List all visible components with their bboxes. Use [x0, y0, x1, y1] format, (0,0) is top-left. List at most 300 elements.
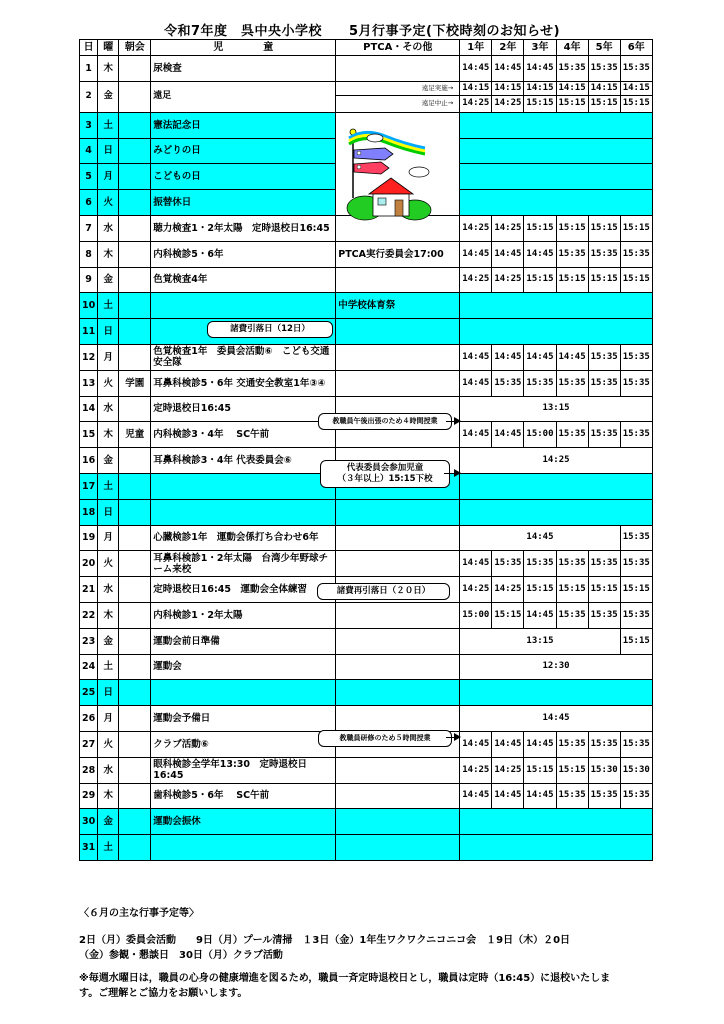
day-cell: 28 — [80, 757, 98, 783]
ptca-cell — [336, 809, 460, 835]
dismissal-time-cell: 14:25 — [492, 267, 524, 293]
dismissal-time-cell: 14:15 — [588, 81, 620, 95]
header-grade-6: 6年 — [620, 40, 652, 56]
table-row — [80, 680, 653, 706]
event-cell: 運動会 — [151, 654, 336, 680]
dismissal-time-cell: 15:35 — [492, 551, 524, 577]
dismissal-time-cell — [460, 680, 653, 706]
dismissal-time-cell: 14:25 — [460, 757, 492, 783]
dismissal-time-cell: 15:15 — [588, 577, 620, 603]
assembly-cell — [119, 628, 151, 654]
day-cell: 9 — [80, 267, 98, 293]
koinobori-house-illustration — [345, 128, 435, 223]
dismissal-time-cell: 15:35 — [556, 56, 588, 82]
assembly-cell — [119, 602, 151, 628]
day-cell: 1 — [80, 56, 98, 82]
callout-line2: （３年以上）15:15下校 — [337, 474, 433, 484]
day-cell: 13 — [80, 370, 98, 396]
weekday-cell: 火 — [98, 551, 119, 577]
ptca-cell — [336, 783, 460, 809]
dismissal-time-cell — [460, 112, 653, 138]
table-row — [80, 56, 653, 82]
event-cell: 内科検診1・2年太陽 — [151, 602, 336, 628]
dismissal-time-cell: 15:35 — [524, 551, 556, 577]
weekday-cell: 日 — [98, 319, 119, 345]
header-children: 児 童 — [151, 40, 336, 56]
day-cell: 3 — [80, 112, 98, 138]
day-cell: 25 — [80, 680, 98, 706]
day-cell: 16 — [80, 448, 98, 474]
header-grade-3: 3年 — [524, 40, 556, 56]
table-row — [80, 654, 653, 680]
assembly-cell — [119, 81, 151, 112]
dismissal-time-cell: 15:35 — [620, 344, 652, 370]
ptca-cell: PTCA実行委員会17:00 — [336, 241, 460, 267]
ptca-cell — [336, 267, 460, 293]
day-cell: 20 — [80, 551, 98, 577]
event-cell: 尿検査 — [151, 56, 336, 82]
weekday-cell: 土 — [98, 473, 119, 499]
assembly-cell — [119, 215, 151, 241]
callout-fee-debit-12: 諸費引落日（12日） — [207, 321, 333, 338]
arrow-16 — [444, 473, 460, 474]
dismissal-time-cell — [460, 809, 653, 835]
weekday-cell: 月 — [98, 344, 119, 370]
assembly-cell — [119, 319, 151, 345]
ptca-cell: 中学校体育祭 — [336, 293, 460, 319]
weekday-cell: 日 — [98, 138, 119, 164]
notes-line-1: 2日（月）委員会活動 9日（月）プール清掃 １3日（金）1年生ワクワクニコニコ会 １9日（木）２0日 — [79, 935, 571, 946]
day-cell: 30 — [80, 809, 98, 835]
table-row — [80, 319, 653, 345]
assembly-cell — [119, 783, 151, 809]
dismissal-time-cell: 15:35 — [620, 783, 652, 809]
event-cell: 耳鼻科検診1・2年太陽 台湾少年野球チーム来校 — [151, 551, 336, 577]
assembly-cell — [119, 448, 151, 474]
table-row — [80, 628, 653, 654]
dismissal-time-cell: 14:45 — [460, 344, 492, 370]
dismissal-time-cell: 14:45 — [460, 56, 492, 82]
dismissal-time-cell: 15:35 — [492, 370, 524, 396]
dismissal-time-cell: 14:45 — [524, 241, 556, 267]
day-cell: 22 — [80, 602, 98, 628]
ptca-cell — [336, 757, 460, 783]
assembly-cell — [119, 164, 151, 190]
dismissal-time-cell: 14:25 — [460, 95, 492, 112]
assembly-cell — [119, 56, 151, 82]
event-cell — [151, 499, 336, 525]
header-day: 日 — [80, 40, 98, 56]
table-row — [80, 267, 653, 293]
event-cell: みどりの日 — [151, 138, 336, 164]
dismissal-time-cell: 14:15 — [556, 81, 588, 95]
table-row — [80, 370, 653, 396]
dismissal-time-cell: 15:15 — [524, 267, 556, 293]
dismissal-time-cell — [460, 499, 653, 525]
assembly-cell — [119, 499, 151, 525]
notes-heading: 〈６月の主な行事予定等〉 — [79, 908, 199, 919]
dismissal-time-cell: 14:45 — [460, 422, 492, 448]
table-row — [80, 81, 653, 95]
dismissal-time-cell: 15:00 — [524, 422, 556, 448]
notes-line-2: （金）参観・懇談日 30日（月）クラブ活動 — [79, 950, 283, 961]
dismissal-time-cell: 14:25 — [492, 215, 524, 241]
dismissal-time-cell: 14:25 — [492, 757, 524, 783]
dismissal-time-cell: 14:25 — [460, 577, 492, 603]
table-row — [80, 499, 653, 525]
day-cell: 27 — [80, 731, 98, 757]
dismissal-time-cell: 15:15 — [492, 602, 524, 628]
weekday-cell: 金 — [98, 267, 119, 293]
event-cell: 定時退校日16:45 運動会全体練習 — [151, 577, 336, 603]
weekday-cell: 日 — [98, 499, 119, 525]
table-row — [80, 809, 653, 835]
ptca-cell — [336, 499, 460, 525]
dismissal-time-cell: 15:35 — [588, 241, 620, 267]
day-cell: 11 — [80, 319, 98, 345]
ptca-cell — [336, 344, 460, 370]
weekday-cell: 水 — [98, 577, 119, 603]
assembly-cell — [119, 809, 151, 835]
ptca-cell — [336, 551, 460, 577]
event-cell — [151, 293, 336, 319]
dismissal-time-cell: 15:35 — [588, 344, 620, 370]
assembly-cell — [119, 473, 151, 499]
dismissal-time-cell: 14:15 — [492, 81, 524, 95]
assembly-cell — [119, 706, 151, 732]
event-cell: 色覚検査1年 委員会活動⑥ こども交通安全隊 — [151, 344, 336, 370]
dismissal-time-cell: 15:35 — [620, 422, 652, 448]
table-row — [80, 835, 653, 861]
dismissal-time-cell: 14:45 — [460, 370, 492, 396]
dismissal-time-cell: 14:45 — [556, 344, 588, 370]
arrow-14 — [446, 421, 460, 422]
dismissal-time-cell: 15:30 — [620, 757, 652, 783]
dismissal-time-cell — [460, 164, 653, 190]
assembly-cell — [119, 293, 151, 319]
assembly-cell — [119, 190, 151, 216]
assembly-cell — [119, 396, 151, 422]
dismissal-time-cell: 14:45 — [524, 783, 556, 809]
day-cell: 14 — [80, 396, 98, 422]
dismissal-time-cell: 14:45 — [492, 783, 524, 809]
weekday-cell: 水 — [98, 215, 119, 241]
event-cell: 運動会前日準備 — [151, 628, 336, 654]
ptca-cell — [336, 602, 460, 628]
day-cell: 7 — [80, 215, 98, 241]
day-cell: 2 — [80, 81, 98, 112]
dismissal-time-cell — [460, 835, 653, 861]
dismissal-time-cell: 15:35 — [620, 241, 652, 267]
dismissal-time-cell: 15:15 — [588, 215, 620, 241]
dismissal-time-cell: 15:35 — [556, 551, 588, 577]
dismissal-time-cell: 15:15 — [620, 577, 652, 603]
dismissal-time-cell: 15:35 — [556, 602, 588, 628]
dismissal-time-cell: 15:30 — [588, 757, 620, 783]
day-cell: 17 — [80, 473, 98, 499]
table-row — [80, 551, 653, 577]
ptca-cell — [336, 525, 460, 551]
dismissal-time-cell: 14:45 — [460, 731, 492, 757]
dismissal-time-cell: 15:35 — [588, 551, 620, 577]
callout-fee-debit-20: 諸費再引落日（２０日） — [317, 583, 450, 600]
dismissal-time-cell: 14:45 — [492, 56, 524, 82]
dismissal-time-cell: 15:35 — [556, 783, 588, 809]
assembly-cell — [119, 112, 151, 138]
assembly-cell: 児童 — [119, 422, 151, 448]
dismissal-time-cell: 14:45 — [524, 344, 556, 370]
dismissal-time-cell: 15:35 — [588, 602, 620, 628]
assembly-cell — [119, 551, 151, 577]
dismissal-time-cell: 15:15 — [556, 757, 588, 783]
dismissal-time-cell: 15:35 — [620, 602, 652, 628]
dismissal-time-cell: 14:45 — [460, 783, 492, 809]
dismissal-time-cell: 14:25 — [460, 215, 492, 241]
assembly-cell — [119, 835, 151, 861]
day-cell: 31 — [80, 835, 98, 861]
event-cell: 運動会振休 — [151, 809, 336, 835]
day-cell: 12 — [80, 344, 98, 370]
event-cell: 振替休日 — [151, 190, 336, 216]
dismissal-time-cell: 15:15 — [556, 95, 588, 112]
dismissal-time-cell: 14:45 — [492, 731, 524, 757]
dismissal-time-cell: 15:15 — [556, 267, 588, 293]
dismissal-time-cell: 15:35 — [620, 370, 652, 396]
day-cell: 15 — [80, 422, 98, 448]
dismissal-time-cell: 14:25 — [460, 267, 492, 293]
dismissal-time-cell: 14:45 — [524, 56, 556, 82]
dismissal-time-cell: 15:15 — [524, 95, 556, 112]
weekday-cell: 火 — [98, 370, 119, 396]
dismissal-time-cell: 15:35 — [620, 731, 652, 757]
dismissal-time-cell: 14:15 — [524, 81, 556, 95]
event-cell: クラブ活動⑥ — [151, 731, 336, 757]
weekday-cell: 火 — [98, 731, 119, 757]
dismissal-time-cell: 14:45 — [492, 241, 524, 267]
ptca-cell — [336, 654, 460, 680]
weekday-cell: 火 — [98, 190, 119, 216]
dismissal-time-cell: 15:15 — [620, 628, 652, 654]
weekday-cell: 月 — [98, 525, 119, 551]
assembly-cell — [119, 654, 151, 680]
dismissal-time-cell — [460, 319, 653, 345]
arrow-26 — [446, 737, 460, 738]
event-cell: 遠足 — [151, 81, 336, 112]
dismissal-time-cell — [460, 138, 653, 164]
day-cell: 8 — [80, 241, 98, 267]
dismissal-time-cell: 15:15 — [556, 215, 588, 241]
header-assembly: 朝会 — [119, 40, 151, 56]
dismissal-time-cell: 14:25 — [492, 577, 524, 603]
table-row — [80, 344, 653, 370]
weekday-cell: 月 — [98, 706, 119, 732]
day-cell: 21 — [80, 577, 98, 603]
dismissal-time-cell: 14:45 — [460, 525, 620, 551]
ptca-cell — [336, 81, 460, 95]
dismissal-time-cell: 15:35 — [588, 422, 620, 448]
dismissal-time-cell: 13:15 — [460, 628, 620, 654]
table-row — [80, 783, 653, 809]
dismissal-time-cell: 14:15 — [620, 81, 652, 95]
day-cell: 23 — [80, 628, 98, 654]
weekday-cell: 金 — [98, 81, 119, 112]
weekday-cell: 金 — [98, 448, 119, 474]
dismissal-time-cell: 15:15 — [524, 757, 556, 783]
event-cell — [151, 473, 336, 499]
weekday-cell: 木 — [98, 602, 119, 628]
event-cell: 歯科検診5・6年 SC午前 — [151, 783, 336, 809]
dismissal-time-cell: 14:25 — [492, 95, 524, 112]
assembly-cell — [119, 267, 151, 293]
weekday-cell: 木 — [98, 422, 119, 448]
ptca-note: 遠足中止→ — [421, 99, 454, 108]
assembly-cell — [119, 731, 151, 757]
weekday-cell: 土 — [98, 835, 119, 861]
dismissal-time-cell — [460, 190, 653, 216]
weekday-cell: 土 — [98, 112, 119, 138]
dismissal-time-cell — [460, 293, 653, 319]
assembly-cell: 学園 — [119, 370, 151, 396]
event-cell — [151, 680, 336, 706]
event-cell: 耳鼻科検診3・4年 代表委員会⑥ — [151, 448, 336, 474]
dismissal-time-cell: 15:15 — [556, 577, 588, 603]
dismissal-time-cell: 14:45 — [460, 551, 492, 577]
ptca-cell — [336, 835, 460, 861]
dismissal-time-cell: 12:30 — [460, 654, 653, 680]
weekday-cell: 日 — [98, 680, 119, 706]
weekday-cell: 水 — [98, 757, 119, 783]
notes-section — [79, 906, 659, 1001]
weekday-cell: 土 — [98, 654, 119, 680]
dismissal-time-cell: 15:15 — [524, 577, 556, 603]
dismissal-time-cell: 15:35 — [620, 56, 652, 82]
dismissal-time-cell: 15:35 — [588, 731, 620, 757]
dismissal-time-cell: 14:45 — [492, 422, 524, 448]
ptca-cell — [336, 56, 460, 82]
dismissal-time-cell: 15:35 — [556, 731, 588, 757]
day-cell: 6 — [80, 190, 98, 216]
header-grade-2: 2年 — [492, 40, 524, 56]
header-grade-5: 5年 — [588, 40, 620, 56]
table-row — [80, 757, 653, 783]
event-cell: 眼科検診全学年13:30 定時退校日16:45 — [151, 757, 336, 783]
ptca-cell — [336, 680, 460, 706]
dismissal-time-cell: 15:35 — [524, 370, 556, 396]
dismissal-time-cell — [460, 473, 653, 499]
callout-5-period-classes: 教職員研修のため５時間授業 — [318, 730, 452, 747]
event-cell: 聴力検査1・2年太陽 定時退校日16:45 — [151, 215, 336, 241]
header-grade-1: 1年 — [460, 40, 492, 56]
callout-4-period-classes: 教職員午後出張のため４時間授業 — [318, 413, 452, 430]
assembly-cell — [119, 577, 151, 603]
table-row — [80, 293, 653, 319]
weekday-cell: 水 — [98, 396, 119, 422]
dismissal-time-cell: 15:00 — [460, 602, 492, 628]
event-cell — [151, 835, 336, 861]
dismissal-time-cell: 15:15 — [620, 267, 652, 293]
ptca-cell — [336, 95, 460, 112]
event-cell: 心臓検診1年 運動会係打ち合わせ6年 — [151, 525, 336, 551]
dismissal-time-cell: 14:45 — [524, 731, 556, 757]
header-ptca: PTCA・その他 — [336, 40, 460, 56]
day-cell: 5 — [80, 164, 98, 190]
dismissal-time-cell: 14:25 — [460, 448, 653, 474]
dismissal-time-cell: 15:15 — [588, 267, 620, 293]
assembly-cell — [119, 241, 151, 267]
ptca-cell — [336, 370, 460, 396]
header-row — [80, 40, 653, 56]
dismissal-time-cell: 14:45 — [492, 344, 524, 370]
dismissal-time-cell: 15:35 — [556, 241, 588, 267]
weekday-cell: 木 — [98, 241, 119, 267]
dismissal-time-cell: 15:15 — [524, 215, 556, 241]
day-cell: 18 — [80, 499, 98, 525]
notes-line-3: ※毎週水曜日は，職員の心身の健康増進を図るため，職員一斉定時退校日とし，職員は定時（16:45）に退校いたしま — [79, 973, 611, 984]
event-cell: 運動会予備日 — [151, 706, 336, 732]
dismissal-time-cell: 14:45 — [460, 241, 492, 267]
event-cell: 内科検診3・4年 SC午前 — [151, 422, 336, 448]
dismissal-time-cell: 15:35 — [556, 370, 588, 396]
page-title: 令和7年度 呉中央小学校 5月行事予定(下校時刻のお知らせ) — [163, 24, 561, 39]
event-cell: こどもの日 — [151, 164, 336, 190]
weekday-cell: 月 — [98, 164, 119, 190]
header-grade-4: 4年 — [556, 40, 588, 56]
dismissal-time-cell: 14:45 — [460, 706, 653, 732]
assembly-cell — [119, 757, 151, 783]
assembly-cell — [119, 525, 151, 551]
day-cell: 24 — [80, 654, 98, 680]
callout-representative-committee — [320, 460, 450, 488]
day-cell: 26 — [80, 706, 98, 732]
dismissal-time-cell: 13:15 — [460, 396, 653, 422]
event-cell: 定時退校日16:45 — [151, 396, 336, 422]
assembly-cell — [119, 344, 151, 370]
dismissal-time-cell: 15:15 — [620, 215, 652, 241]
day-cell: 19 — [80, 525, 98, 551]
dismissal-time-cell: 15:35 — [620, 525, 652, 551]
event-cell: 色覚検査4年 — [151, 267, 336, 293]
table-row — [80, 525, 653, 551]
dismissal-time-cell: 14:45 — [524, 602, 556, 628]
weekday-cell: 金 — [98, 809, 119, 835]
dismissal-time-cell: 15:15 — [620, 95, 652, 112]
table-row — [80, 241, 653, 267]
table-row — [80, 706, 653, 732]
dismissal-time-cell: 15:35 — [620, 551, 652, 577]
event-cell: 内科検診5・6年 — [151, 241, 336, 267]
day-cell: 4 — [80, 138, 98, 164]
dismissal-time-cell: 15:35 — [588, 783, 620, 809]
dismissal-time-cell: 15:35 — [556, 422, 588, 448]
ptca-cell — [336, 319, 460, 345]
event-cell: 憲法記念日 — [151, 112, 336, 138]
day-cell: 29 — [80, 783, 98, 809]
ptca-cell — [336, 706, 460, 732]
callout-line1: 代表委員会参加児童 — [346, 463, 424, 473]
assembly-cell — [119, 138, 151, 164]
notes-line-4: す。ご理解とご協力をお願いします。 — [79, 988, 248, 999]
event-cell: 耳鼻科検診5・6年 交通安全教室1年③④ — [151, 370, 336, 396]
header-weekday: 曜 — [98, 40, 119, 56]
table-row — [80, 602, 653, 628]
weekday-cell: 木 — [98, 56, 119, 82]
assembly-cell — [119, 680, 151, 706]
ptca-cell — [336, 628, 460, 654]
weekday-cell: 土 — [98, 293, 119, 319]
weekday-cell: 木 — [98, 783, 119, 809]
ptca-note: 遠足実施→ — [421, 83, 454, 92]
dismissal-time-cell: 15:15 — [588, 95, 620, 112]
